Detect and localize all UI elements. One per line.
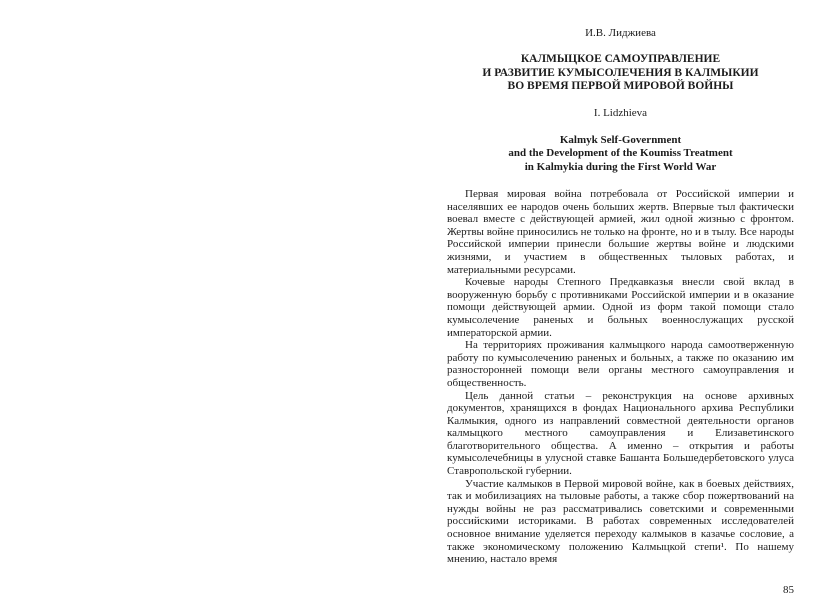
paragraph: На территориях проживания калмыцкого народа самоотверженную работу по кумысолечению раненых и больных, а также по оказанию им разносторонней помощи вели органы местного самоуправления и общественность.	[447, 339, 794, 389]
paragraph: Первая мировая война потребовала от Российской империи и населявших ее народов очень больших жертв. Впервые тыл фактически воевал вместе с действующей армией, жил одной жизнью с фронтом. Жертвы войне приносились не только на фронте, но и в тылу. Все народы Российской империи принесли большие жертвы войне и людскими жизнями, и участием в общественных тыловых работах, и материальными ресурсами.	[447, 188, 794, 276]
paragraph: Участие калмыков в Первой мировой войне, как в боевых действиях, так и мобилизациях на тыловые работы, а также сбор пожертвований на нужды войны не раз рассматривались советскими и современными российскими историками. В работах современных исследователей основное внимание уделяется переходу калмыков в казачье сословие, а также экономическому положению Калмыцкой степи¹. По нашему мнению, настало время	[447, 477, 794, 566]
article-body	[447, 188, 794, 566]
page-number: 85	[783, 584, 794, 596]
title-ru-line-2: И РАЗВИТИЕ КУМЫСОЛЕЧЕНИЯ В КАЛМЫКИИ	[482, 66, 759, 79]
title-en-line-2: and the Development of the Koumiss Treatment	[508, 147, 733, 159]
article-title-en	[447, 134, 794, 175]
title-ru-line-1: КАЛМЫЦКОЕ САМОУПРАВЛЕНИЕ	[520, 53, 721, 65]
paragraph: Кочевые народы Степного Предкавказья внесли свой вклад в вооруженную борьбу с противниками Российской империи и в оказание помощи действующей армии. Одной из форм такой помощи стало кумысолечение раненых и больных военнослужащих русской императорской армии.	[447, 276, 794, 339]
title-en-line-1: Kalmyk Self-Government	[559, 133, 682, 146]
author-name-en: I. Lidzhieva	[593, 106, 648, 119]
title-ru-line-3: ВО ВРЕМЯ ПЕРВОЙ МИРОВОЙ ВОЙНЫ	[507, 80, 734, 92]
title-en-line-3: in Kalmykia during the First World War	[524, 160, 717, 173]
article-title-ru	[447, 53, 794, 94]
text-column	[447, 27, 794, 566]
author-name-ru: И.В. Лиджиева	[585, 27, 656, 39]
paragraph: Цель данной статьи – реконструкция на основе архивных документов, хранящихся в фондах Национального архива Республики Калмыкия, одного из направлений совместной деятельности органов калмыцкого местного самоуправления и Елизаветинского благотворительного общества. А именно – открытия и работы кумысолечебницы в улусной ставке Башанта Большедербетовского улуса Ставропольской губернии.	[447, 389, 794, 478]
